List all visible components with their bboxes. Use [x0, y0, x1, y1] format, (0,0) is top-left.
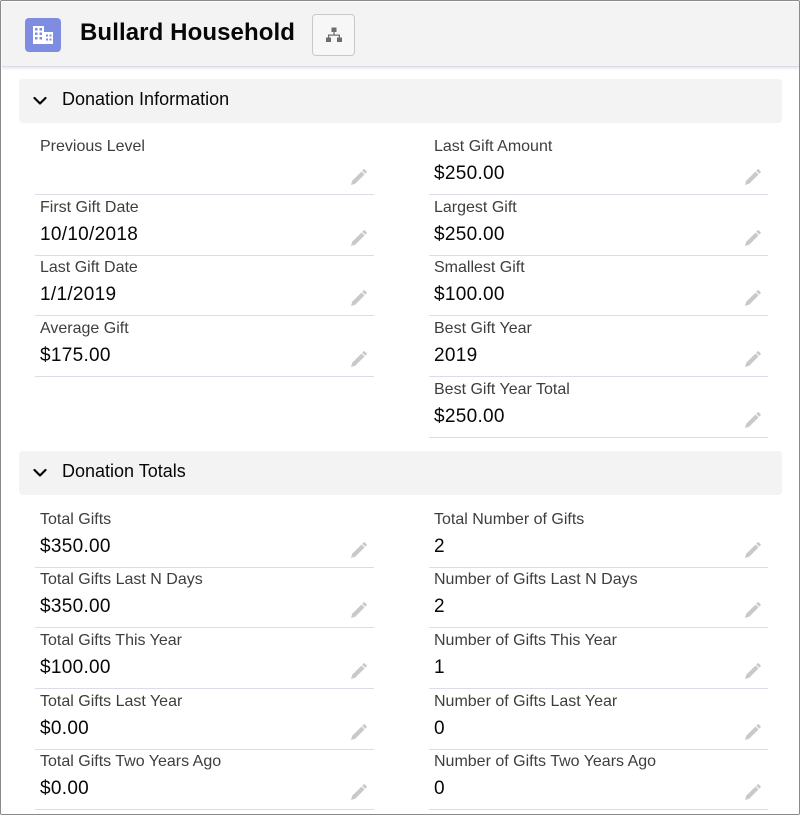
field-label: Total Gifts Last Year [40, 693, 183, 710]
field-label: Number of Gifts This Year [434, 632, 617, 649]
field-last-gift-date [35, 256, 374, 316]
field-label: Total Gifts This Year [40, 632, 182, 649]
pencil-icon[interactable] [348, 783, 368, 803]
section-title: Donation Information [62, 89, 230, 109]
field-label: Previous Level [40, 138, 145, 155]
field-label: Total Gifts Last N Days [40, 571, 203, 588]
field-last-gift-amount [429, 135, 768, 195]
field-number-of-gifts-this-year [429, 629, 768, 689]
section-header-donation-information[interactable] [19, 79, 782, 123]
field-value: $0.00 [40, 718, 90, 739]
field-total-gifts-two-years-ago [35, 750, 374, 810]
pencil-icon[interactable] [348, 601, 368, 621]
pencil-icon[interactable] [348, 662, 368, 682]
field-total-gifts-last-year [35, 690, 374, 750]
field-value: $250.00 [434, 224, 505, 245]
section-title: Donation Totals [62, 461, 186, 481]
field-value: $250.00 [434, 406, 505, 427]
pencil-icon[interactable] [348, 350, 368, 370]
view-hierarchy-button[interactable] [312, 14, 355, 56]
record-header [2, 2, 799, 67]
field-total-gifts-last-n-days [35, 568, 374, 628]
field-label: Smallest Gift [434, 259, 525, 276]
field-smallest-gift [429, 256, 768, 316]
pencil-icon[interactable] [742, 601, 762, 621]
field-value: $0.00 [40, 778, 90, 799]
pencil-icon[interactable] [348, 168, 368, 188]
field-label: Total Gifts [40, 511, 112, 528]
pencil-icon[interactable] [742, 783, 762, 803]
field-largest-gift [429, 196, 768, 256]
pencil-icon[interactable] [348, 289, 368, 309]
field-first-gift-date [35, 196, 374, 256]
pencil-icon[interactable] [348, 229, 368, 249]
field-number-of-gifts-last-year [429, 690, 768, 750]
field-value: 2 [434, 596, 445, 617]
field-total-gifts-this-year [35, 629, 374, 689]
field-number-of-gifts-two-years-ago [429, 750, 768, 810]
field-value: 0 [434, 778, 445, 799]
field-value: $175.00 [40, 345, 111, 366]
field-label: First Gift Date [40, 199, 139, 216]
field-label: Average Gift [40, 320, 129, 337]
field-value: $350.00 [40, 536, 111, 557]
field-previous-level [35, 135, 374, 195]
field-value: 10/10/2018 [40, 224, 139, 245]
field-label: Largest Gift [434, 199, 517, 216]
section-header-donation-totals[interactable] [19, 451, 782, 495]
pencil-icon[interactable] [742, 229, 762, 249]
field-value: $100.00 [40, 657, 111, 678]
field-number-of-gifts-last-n-days [429, 568, 768, 628]
pencil-icon[interactable] [742, 541, 762, 561]
field-label: Last Gift Amount [434, 138, 553, 155]
field-average-gift [35, 317, 374, 377]
field-value: 2 [434, 536, 445, 557]
field-value: 2019 [434, 345, 478, 366]
household-icon [25, 18, 61, 52]
field-label: Number of Gifts Last Year [434, 693, 618, 710]
pencil-icon[interactable] [742, 350, 762, 370]
field-best-gift-year [429, 317, 768, 377]
pencil-icon[interactable] [742, 723, 762, 743]
chevron-down-icon [33, 466, 47, 480]
hierarchy-icon [325, 27, 343, 43]
pencil-icon[interactable] [348, 541, 368, 561]
field-value: $100.00 [434, 284, 505, 305]
field-value: 1/1/2019 [40, 284, 117, 305]
chevron-down-icon [33, 94, 47, 108]
field-total-gifts [35, 508, 374, 568]
pencil-icon[interactable] [348, 723, 368, 743]
field-label: Total Gifts Two Years Ago [40, 753, 222, 770]
field-label: Number of Gifts Last N Days [434, 571, 638, 588]
field-total-number-of-gifts [429, 508, 768, 568]
field-label: Best Gift Year Total [434, 381, 570, 398]
field-label: Total Number of Gifts [434, 511, 585, 528]
field-label: Best Gift Year [434, 320, 532, 337]
pencil-icon[interactable] [742, 289, 762, 309]
field-value: $350.00 [40, 596, 111, 617]
field-value: 0 [434, 718, 445, 739]
pencil-icon[interactable] [742, 662, 762, 682]
field-value: 1 [434, 657, 445, 678]
field-label: Last Gift Date [40, 259, 138, 276]
record-title: Bullard Household [80, 19, 296, 46]
pencil-icon[interactable] [742, 168, 762, 188]
pencil-icon[interactable] [742, 411, 762, 431]
field-best-gift-year-total [429, 378, 768, 438]
field-value: $250.00 [434, 163, 505, 184]
field-label: Number of Gifts Two Years Ago [434, 753, 657, 770]
